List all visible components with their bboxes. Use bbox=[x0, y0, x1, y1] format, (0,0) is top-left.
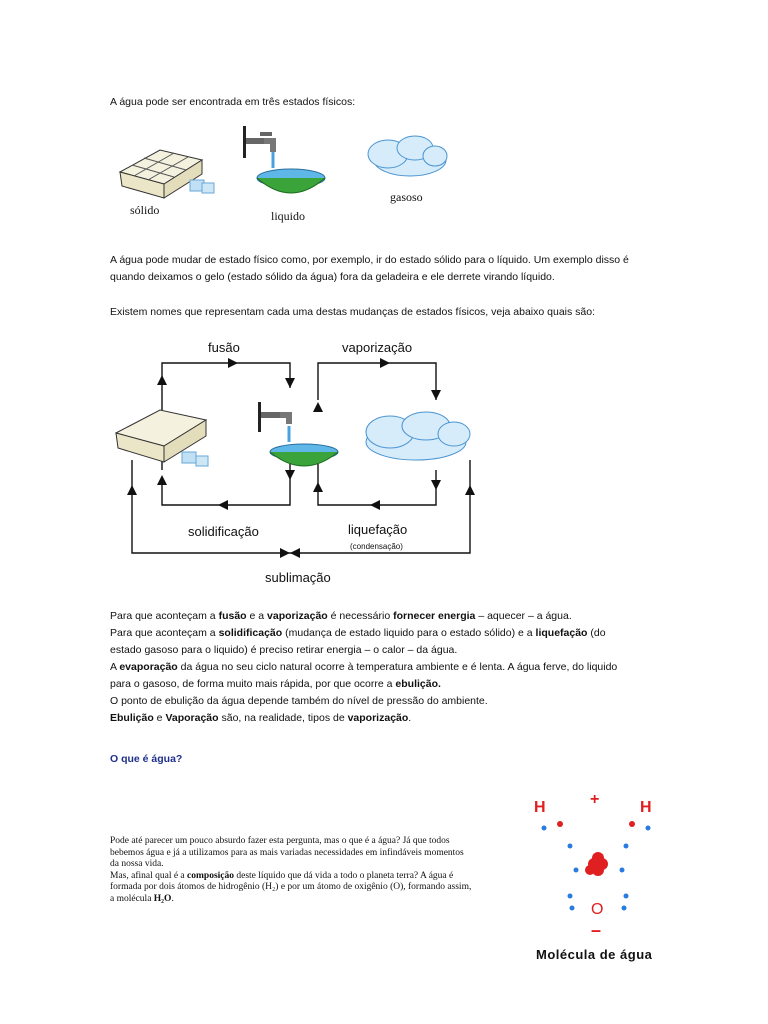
label-condensacao: (condensação) bbox=[350, 542, 403, 551]
plus-sign: + bbox=[590, 791, 600, 808]
hydrogen-left-label: H bbox=[534, 799, 546, 816]
cloud-icon bbox=[368, 136, 447, 176]
intro-text: A água pode ser encontrada em três estados físicos: bbox=[110, 96, 356, 108]
ice-tray-icon bbox=[120, 150, 214, 198]
label-fusao: fusão bbox=[208, 340, 240, 355]
hydrogen-right-label: H bbox=[640, 799, 652, 816]
water-molecule-figure bbox=[528, 784, 668, 949]
molecule-caption: Molécula de água bbox=[536, 947, 653, 962]
label-solidificacao: solidificação bbox=[188, 524, 259, 539]
section-heading-question: O que é água? bbox=[110, 753, 183, 765]
label-sublimacao: sublimação bbox=[265, 570, 331, 585]
faucet-basin-icon bbox=[258, 402, 338, 466]
paragraph-state-change: A água pode mudar de estado físico como, por exemplo, ir do estado sólido para o líquido. Um exemplo disso é quando deixamos o gelo (estado sólido da água) fora da geladeira e ele derrete virando líquido. bbox=[110, 254, 629, 283]
label-gas: gasoso bbox=[390, 190, 423, 204]
ice-tray-icon bbox=[116, 410, 208, 466]
cloud-icon bbox=[366, 412, 470, 460]
minus-sign: – bbox=[591, 920, 602, 940]
answer-text: Pode até parecer um pouco absurdo fazer esta pergunta, mas o que é a água? Já que todos bebemos água e já a utilizamos para as mais variadas necessidades em infindáveis momentos da nossa vida. Mas, afinal qual é a composição deste líquido que dá vida a todo o planeta terra? A água é formada por dois átomos de hidrogênio (H₂) e por um átomo de oxigênio (O), formando assim, a molécula H₂O. bbox=[110, 836, 472, 904]
phase-change-diagram bbox=[110, 330, 490, 600]
label-vaporizacao: vaporização bbox=[342, 340, 413, 355]
energy-info: Para que aconteçam a fusão e a vaporização é necessário fornecer energia – aquecer – a água. Para que aconteçam a solidificação (mudança de estado liquido para o estado sólido) e a liquefação (do estado gasoso para o liquido) é preciso retirar energia – o calor – da água. A evaporação da água no seu ciclo natural ocorre à temperatura ambiente e é lenta. A água ferve, do liquido para o gasoso, de forma muito mais rápida, por que ocorre a ebulição. O ponto de ebulição da água depende também do nível de pressão do ambiente. Ebulição e Vaporação são, na realidade, tipos de vaporização. bbox=[110, 610, 618, 724]
oxygen-atom-icon bbox=[585, 852, 608, 876]
label-solid: sólido bbox=[130, 203, 160, 217]
paragraph-names-intro: Existem nomes que representam cada uma destas mudanças de estados físicos, veja abaixo quais são: bbox=[110, 306, 596, 318]
label-liquid: liquido bbox=[271, 209, 306, 223]
faucet-basin-icon bbox=[243, 126, 325, 193]
label-liquefacao: liquefação bbox=[348, 522, 408, 537]
oxygen-label: O bbox=[591, 901, 604, 918]
